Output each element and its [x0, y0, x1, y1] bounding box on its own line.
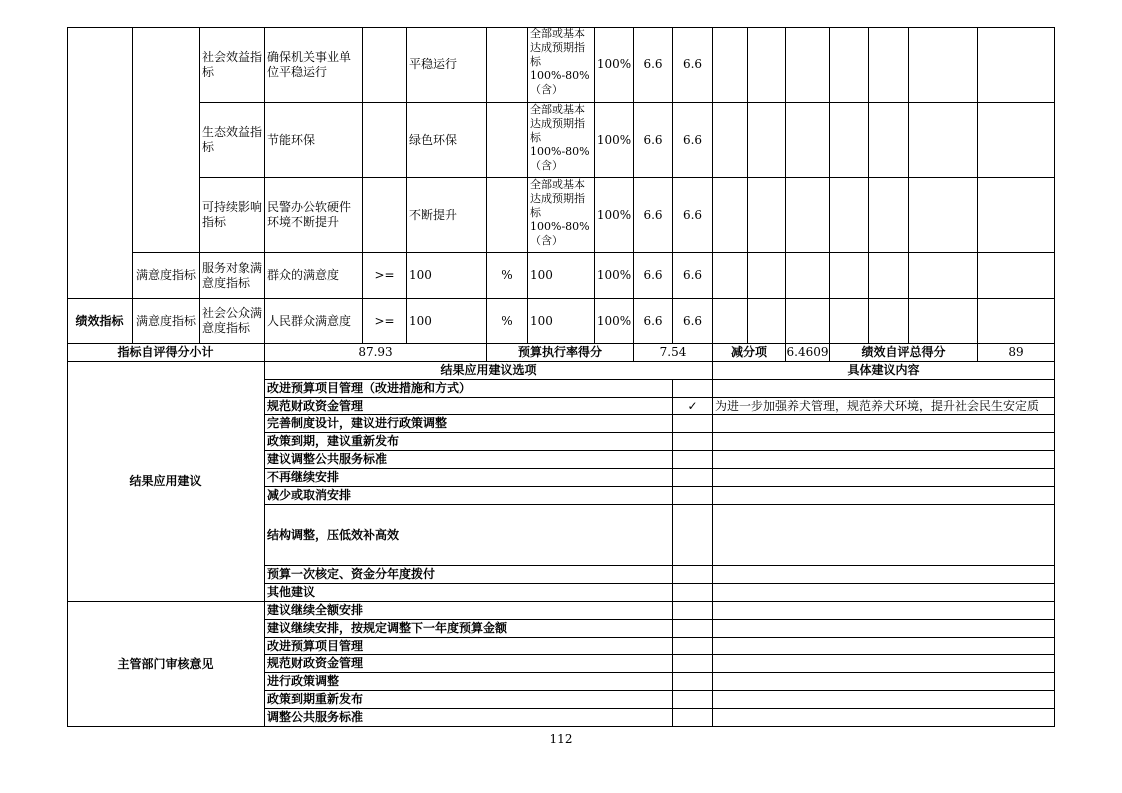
review-option-content: [713, 709, 1055, 727]
empty-cell: [748, 27, 786, 103]
empty-cell: [748, 253, 786, 299]
unit-cell: [487, 27, 528, 103]
review-option-check: [673, 620, 713, 638]
result-option-label: 结构调整，压低效补高效: [265, 505, 673, 566]
budget-rate-value: 7.54: [634, 344, 713, 362]
result-option-content: [713, 380, 1055, 398]
level3-label: 人民群众满意度: [265, 299, 363, 344]
empty-cell: [713, 253, 748, 299]
review-option-label: 进行政策调整: [265, 673, 673, 691]
level2-label: 服务对象满意度指标: [200, 253, 265, 299]
result-option-content: [713, 584, 1055, 602]
empty-cell: [909, 178, 978, 253]
result-option-label: 改进预算项目管理（改进措施和方式）: [265, 380, 673, 398]
result-option-check: [673, 469, 713, 487]
operator-cell: >=: [363, 253, 407, 299]
result-option-label: 预算一次核定、资金分年度拨付: [265, 566, 673, 584]
empty-cell: [748, 178, 786, 253]
result-option-check: ✓: [673, 398, 713, 415]
result-option-check: [673, 380, 713, 398]
target-value: 不断提升: [407, 178, 487, 253]
empty-cell: [786, 299, 830, 344]
empty-cell: [869, 27, 909, 103]
subtotal-label: 指标自评得分小计: [67, 344, 265, 362]
result-option-check: [673, 584, 713, 602]
completion-rate: 100%: [595, 27, 634, 103]
empty-cell: [830, 103, 869, 178]
result-option-check: [673, 451, 713, 469]
target-value: 100: [407, 299, 487, 344]
review-option-content: [713, 638, 1055, 655]
empty-cell: [869, 103, 909, 178]
review-option-label: 政策到期重新发布: [265, 691, 673, 709]
review-option-content: [713, 673, 1055, 691]
review-option-label: 建议继续全额安排: [265, 602, 673, 620]
target-value: 100: [407, 253, 487, 299]
operator-cell: [363, 103, 407, 178]
review-option-check: [673, 602, 713, 620]
empty-cell: [713, 299, 748, 344]
actual-value: 100: [528, 299, 595, 344]
actual-value: 全部或基本达成预期指标100%-80%（含）: [528, 103, 595, 178]
level1-cell-merged: [133, 27, 200, 253]
empty-cell: [869, 178, 909, 253]
subtotal-value: 87.93: [265, 344, 487, 362]
level2-label: 可持续影响指标: [200, 178, 265, 253]
empty-cell: [869, 299, 909, 344]
options-header: 结果应用建议选项: [265, 362, 713, 380]
score-value: 6.6: [673, 27, 713, 103]
level3-label: 节能环保: [265, 103, 363, 178]
actual-value: 100: [528, 253, 595, 299]
result-option-content: 为进一步加强养犬管理，规范养犬环境，提升社会民生安定质: [713, 398, 1055, 415]
empty-cell: [978, 299, 1055, 344]
weight-value: 6.6: [634, 103, 673, 178]
content-header: 具体建议内容: [713, 362, 1055, 380]
unit-cell: [487, 178, 528, 253]
level3-label: 确保机关事业单位平稳运行: [265, 27, 363, 103]
result-option-content: [713, 415, 1055, 433]
result-option-content: [713, 451, 1055, 469]
level1-label: 满意度指标: [133, 299, 200, 344]
score-value: 6.6: [673, 103, 713, 178]
completion-rate: 100%: [595, 178, 634, 253]
result-option-label: 政策到期，建议重新发布: [265, 433, 673, 451]
level3-label: 民警办公软硬件环境不断提升: [265, 178, 363, 253]
weight-value: 6.6: [634, 27, 673, 103]
result-option-label: 规范财政资金管理: [265, 398, 673, 415]
level0-label: 绩效指标: [67, 299, 133, 344]
score-value: 6.6: [673, 253, 713, 299]
level0-cell-merged: [67, 27, 133, 299]
page-number: 112: [549, 732, 573, 746]
result-option-check: [673, 433, 713, 451]
empty-cell: [830, 299, 869, 344]
operator-cell: [363, 27, 407, 103]
result-option-label: 其他建议: [265, 584, 673, 602]
review-option-check: [673, 709, 713, 727]
review-option-label: 建议继续安排，按规定调整下一年度预算金额: [265, 620, 673, 638]
result-option-check: [673, 415, 713, 433]
level3-label: 群众的满意度: [265, 253, 363, 299]
empty-cell: [713, 27, 748, 103]
review-option-content: [713, 655, 1055, 673]
unit-cell: %: [487, 253, 528, 299]
target-value: 平稳运行: [407, 27, 487, 103]
review-option-content: [713, 691, 1055, 709]
result-option-label: 建议调整公共服务标准: [265, 451, 673, 469]
review-option-check: [673, 655, 713, 673]
result-option-check: [673, 566, 713, 584]
result-option-check: [673, 505, 713, 566]
score-value: 6.6: [673, 178, 713, 253]
budget-rate-label: 预算执行率得分: [487, 344, 634, 362]
unit-cell: [487, 103, 528, 178]
result-option-check: [673, 487, 713, 505]
empty-cell: [748, 103, 786, 178]
empty-cell: [830, 27, 869, 103]
empty-cell: [909, 103, 978, 178]
review-option-check: [673, 638, 713, 655]
operator-cell: [363, 178, 407, 253]
result-option-label: 完善制度设计，建议进行政策调整: [265, 415, 673, 433]
weight-value: 6.6: [634, 178, 673, 253]
result-option-content: [713, 433, 1055, 451]
empty-cell: [909, 299, 978, 344]
operator-cell: >=: [363, 299, 407, 344]
result-option-content: [713, 566, 1055, 584]
empty-cell: [909, 27, 978, 103]
weight-value: 6.6: [634, 299, 673, 344]
level1-label: 满意度指标: [133, 253, 200, 299]
review-option-content: [713, 602, 1055, 620]
review-option-check: [673, 673, 713, 691]
empty-cell: [748, 299, 786, 344]
empty-cell: [713, 178, 748, 253]
review-option-content: [713, 620, 1055, 638]
result-option-content: [713, 469, 1055, 487]
completion-rate: 100%: [595, 299, 634, 344]
empty-cell: [978, 253, 1055, 299]
empty-cell: [978, 103, 1055, 178]
actual-value: 全部或基本达成预期指标100%-80%（含）: [528, 27, 595, 103]
deduct-label: 减分项: [713, 344, 786, 362]
total-score-label: 绩效自评总得分: [830, 344, 978, 362]
level2-label: 社会公众满意度指标: [200, 299, 265, 344]
result-option-label: 减少或取消安排: [265, 487, 673, 505]
result-option-content: [713, 505, 1055, 566]
completion-rate: 100%: [595, 103, 634, 178]
review-section-label: 主管部门审核意见: [67, 602, 265, 727]
result-option-label: 不再继续安排: [265, 469, 673, 487]
level2-label: 社会效益指标: [200, 27, 265, 103]
empty-cell: [786, 27, 830, 103]
result-section-label: 结果应用建议: [67, 362, 265, 602]
weight-value: 6.6: [634, 253, 673, 299]
result-option-content: [713, 487, 1055, 505]
review-option-label: 规范财政资金管理: [265, 655, 673, 673]
empty-cell: [786, 178, 830, 253]
empty-cell: [978, 178, 1055, 253]
actual-value: 全部或基本达成预期指标100%-80%（含）: [528, 178, 595, 253]
empty-cell: [713, 103, 748, 178]
empty-cell: [786, 103, 830, 178]
empty-cell: [869, 253, 909, 299]
empty-cell: [830, 178, 869, 253]
empty-cell: [786, 253, 830, 299]
empty-cell: [830, 253, 869, 299]
review-option-label: 改进预算项目管理: [265, 638, 673, 655]
review-option-label: 调整公共服务标准: [265, 709, 673, 727]
deduct-value: 6.4609: [786, 344, 830, 362]
unit-cell: %: [487, 299, 528, 344]
total-score-value: 89: [978, 344, 1055, 362]
score-value: 6.6: [673, 299, 713, 344]
review-option-check: [673, 691, 713, 709]
empty-cell: [909, 253, 978, 299]
level2-label: 生态效益指标: [200, 103, 265, 178]
completion-rate: 100%: [595, 253, 634, 299]
target-value: 绿色环保: [407, 103, 487, 178]
empty-cell: [978, 27, 1055, 103]
